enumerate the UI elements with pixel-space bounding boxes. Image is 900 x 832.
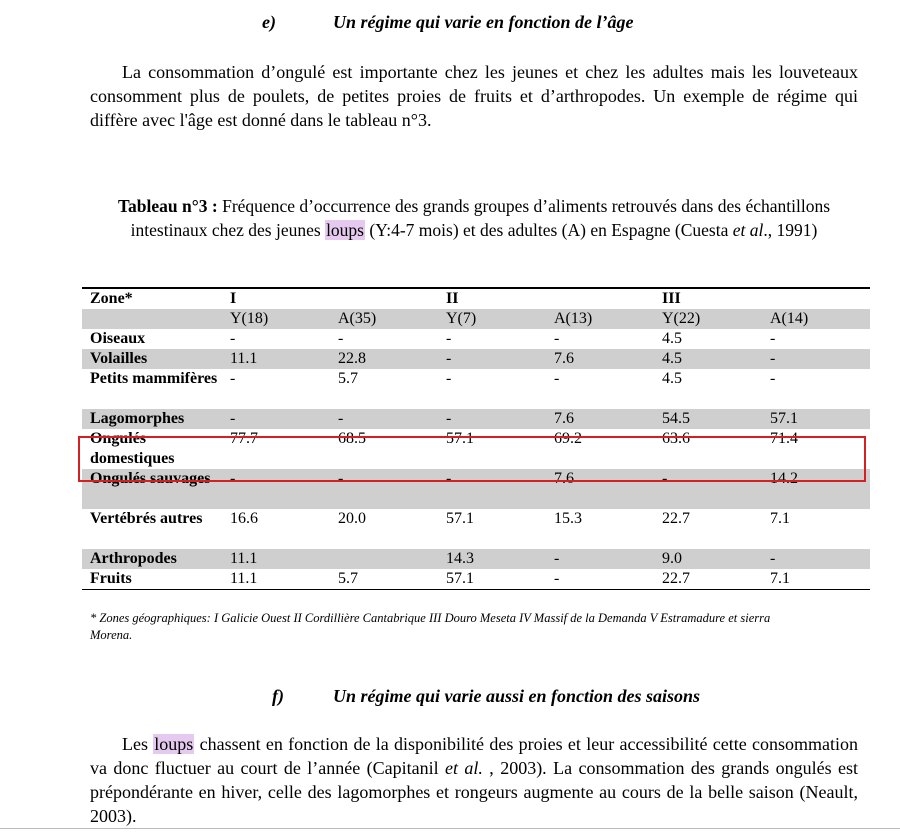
zone-cell xyxy=(330,288,438,309)
zone-cell: II xyxy=(438,288,546,309)
zone-cell xyxy=(546,288,654,309)
section-f-paragraph xyxy=(90,732,858,828)
value-cell: 77.7 xyxy=(230,430,258,447)
value-cell: 4.5 xyxy=(662,370,682,387)
value-cell: 14.2 xyxy=(762,469,870,509)
table-row xyxy=(82,549,870,569)
table-row xyxy=(82,329,870,349)
value-cell: 7.6 xyxy=(546,469,654,509)
zone-header: Zone* xyxy=(82,288,222,309)
zone-cell: I xyxy=(222,288,330,309)
value-cell: - xyxy=(330,409,438,429)
value-cell: 9.0 xyxy=(654,549,762,569)
section-f-title: Un régime qui varie aussi en fonction des saisons xyxy=(333,686,701,706)
section-e-paragraph-text: La consommation d’ongulé est importante chez les jeunes et chez les adultes mais les louveteaux consomment plus de poulets, de petites proies de fruits et d’arthropodes. Un exemple de régime qui diffère avec l'âge est donné dans le tableau n°3. xyxy=(90,62,858,130)
section-f-text-1: Les xyxy=(122,734,154,754)
value-cell: 7.1 xyxy=(762,569,870,590)
section-e-paragraph xyxy=(90,60,858,132)
section-f-text-2: chassent en fonction de la disponibilité des proies et leur accessibilité cette consommation va donc fluctuer au court de l’année (Capitanil xyxy=(90,734,858,778)
subheader-cell: A(14) xyxy=(762,309,870,329)
value-cell: - xyxy=(546,569,654,590)
value-cell: - xyxy=(438,409,546,429)
table-row xyxy=(82,409,870,429)
value-cell: 4.5 xyxy=(654,349,762,369)
value-cell: 4.5 xyxy=(662,330,682,347)
value-cell: 63.6 xyxy=(662,430,690,447)
page-bottom-border xyxy=(0,828,900,829)
value-cell: 11.1 xyxy=(222,349,330,369)
value-cell: 68.5 xyxy=(338,430,366,447)
value-cell: - xyxy=(222,409,330,429)
value-cell: 57.1 xyxy=(438,569,546,590)
value-cell: 57.1 xyxy=(762,409,870,429)
value-cell: 54.5 xyxy=(654,409,762,429)
value-cell: - xyxy=(762,349,870,369)
subheader-cell: Y(22) xyxy=(654,309,762,329)
table-caption-text-3: ., 1991) xyxy=(763,220,818,240)
row-label: Volailles xyxy=(82,349,222,369)
row-label: Vertébrés autres xyxy=(90,510,203,527)
value-cell: - xyxy=(230,370,236,387)
value-cell: 69.2 xyxy=(554,430,582,447)
value-cell: 11.1 xyxy=(222,549,330,569)
value-cell: 57.1 xyxy=(446,430,474,447)
section-f-text-3: , 2003). La consommation des grands ongulés est prépondérante en hiver, celle des lagomorphes et rongeurs augmente au cours de la belle saison (Neault, 2003). xyxy=(90,758,858,826)
subheader-empty xyxy=(82,309,222,329)
highlighted-word-loups: loups xyxy=(326,220,364,240)
zone-cell: III xyxy=(654,288,762,309)
value-cell: - xyxy=(654,469,762,509)
table-row xyxy=(82,569,870,590)
row-label: Petits mammifères xyxy=(90,370,218,387)
table-row xyxy=(82,349,870,369)
section-e-letter: e) xyxy=(262,12,276,32)
table-caption-etal: et al xyxy=(732,220,764,240)
value-cell: - xyxy=(446,330,452,347)
row-label: Fruits xyxy=(82,569,222,590)
value-cell: 22.8 xyxy=(330,349,438,369)
value-cell: - xyxy=(446,370,452,387)
row-label: Ongulés sauvages xyxy=(82,469,222,509)
value-cell: - xyxy=(770,330,776,347)
value-cell: 11.1 xyxy=(222,569,330,590)
value-cell: - xyxy=(330,469,438,509)
subheader-cell: A(13) xyxy=(546,309,654,329)
table-caption-text-1: Fréquence d’occurrence des grands groupes d’aliments retrouvés dans des échantillons intestinaux chez des jeunes xyxy=(130,196,831,240)
value-cell: 7.1 xyxy=(770,510,790,527)
table-row xyxy=(82,369,870,409)
section-f-etal: et al. xyxy=(445,758,483,778)
row-label: Lagomorphes xyxy=(82,409,222,429)
value-cell: - xyxy=(770,370,776,387)
value-cell: 7.6 xyxy=(546,349,654,369)
value-cell: 5.7 xyxy=(338,370,358,387)
value-cell: - xyxy=(546,549,654,569)
value-cell: - xyxy=(762,549,870,569)
subheader-cell: A(35) xyxy=(330,309,438,329)
value-cell: 20.0 xyxy=(338,510,366,527)
table-caption-text-2: (Y:4-7 mois) et des adultes (A) en Espagne (Cuesta xyxy=(365,220,733,240)
value-cell: - xyxy=(222,469,330,509)
table-caption-label: Tableau n°3 : xyxy=(117,196,218,216)
value-cell: 22.7 xyxy=(662,510,690,527)
value-cell: 5.7 xyxy=(330,569,438,590)
row-label: Ongulés domestiques xyxy=(90,430,175,467)
zone-cell xyxy=(762,288,870,309)
subheader-cell: Y(7) xyxy=(438,309,546,329)
value-cell: - xyxy=(438,469,546,509)
table-zone-row xyxy=(82,288,870,309)
section-e-title: Un régime qui varie en fonction de l’âge xyxy=(333,12,634,32)
row-label: Arthropodes xyxy=(82,549,222,569)
table-subheader-row xyxy=(82,309,870,329)
value-cell xyxy=(330,549,438,569)
table-row xyxy=(82,509,870,549)
value-cell: - xyxy=(438,349,546,369)
value-cell: 14.3 xyxy=(438,549,546,569)
value-cell: 22.7 xyxy=(654,569,762,590)
table-caption xyxy=(90,194,858,242)
value-cell: 71.4 xyxy=(770,430,798,447)
value-cell: 16.6 xyxy=(230,510,258,527)
value-cell: - xyxy=(554,370,560,387)
value-cell: 15.3 xyxy=(554,510,582,527)
row-label: Oiseaux xyxy=(90,330,146,347)
subheader-cell: Y(18) xyxy=(222,309,330,329)
value-cell: - xyxy=(230,330,236,347)
value-cell: - xyxy=(338,330,344,347)
highlight-box-ongules-domestiques xyxy=(78,436,866,482)
section-f-letter: f) xyxy=(272,686,284,706)
value-cell: 57.1 xyxy=(446,510,474,527)
value-cell: 7.6 xyxy=(546,409,654,429)
value-cell: - xyxy=(554,330,560,347)
highlighted-word-loups: loups xyxy=(154,734,194,754)
table-footnote: * Zones géographiques: I Galicie Ouest II Cordillière Cantabrique III Douro Meseta IV Massif de la Demanda V Estramadure et sierra Morena. xyxy=(90,611,771,642)
